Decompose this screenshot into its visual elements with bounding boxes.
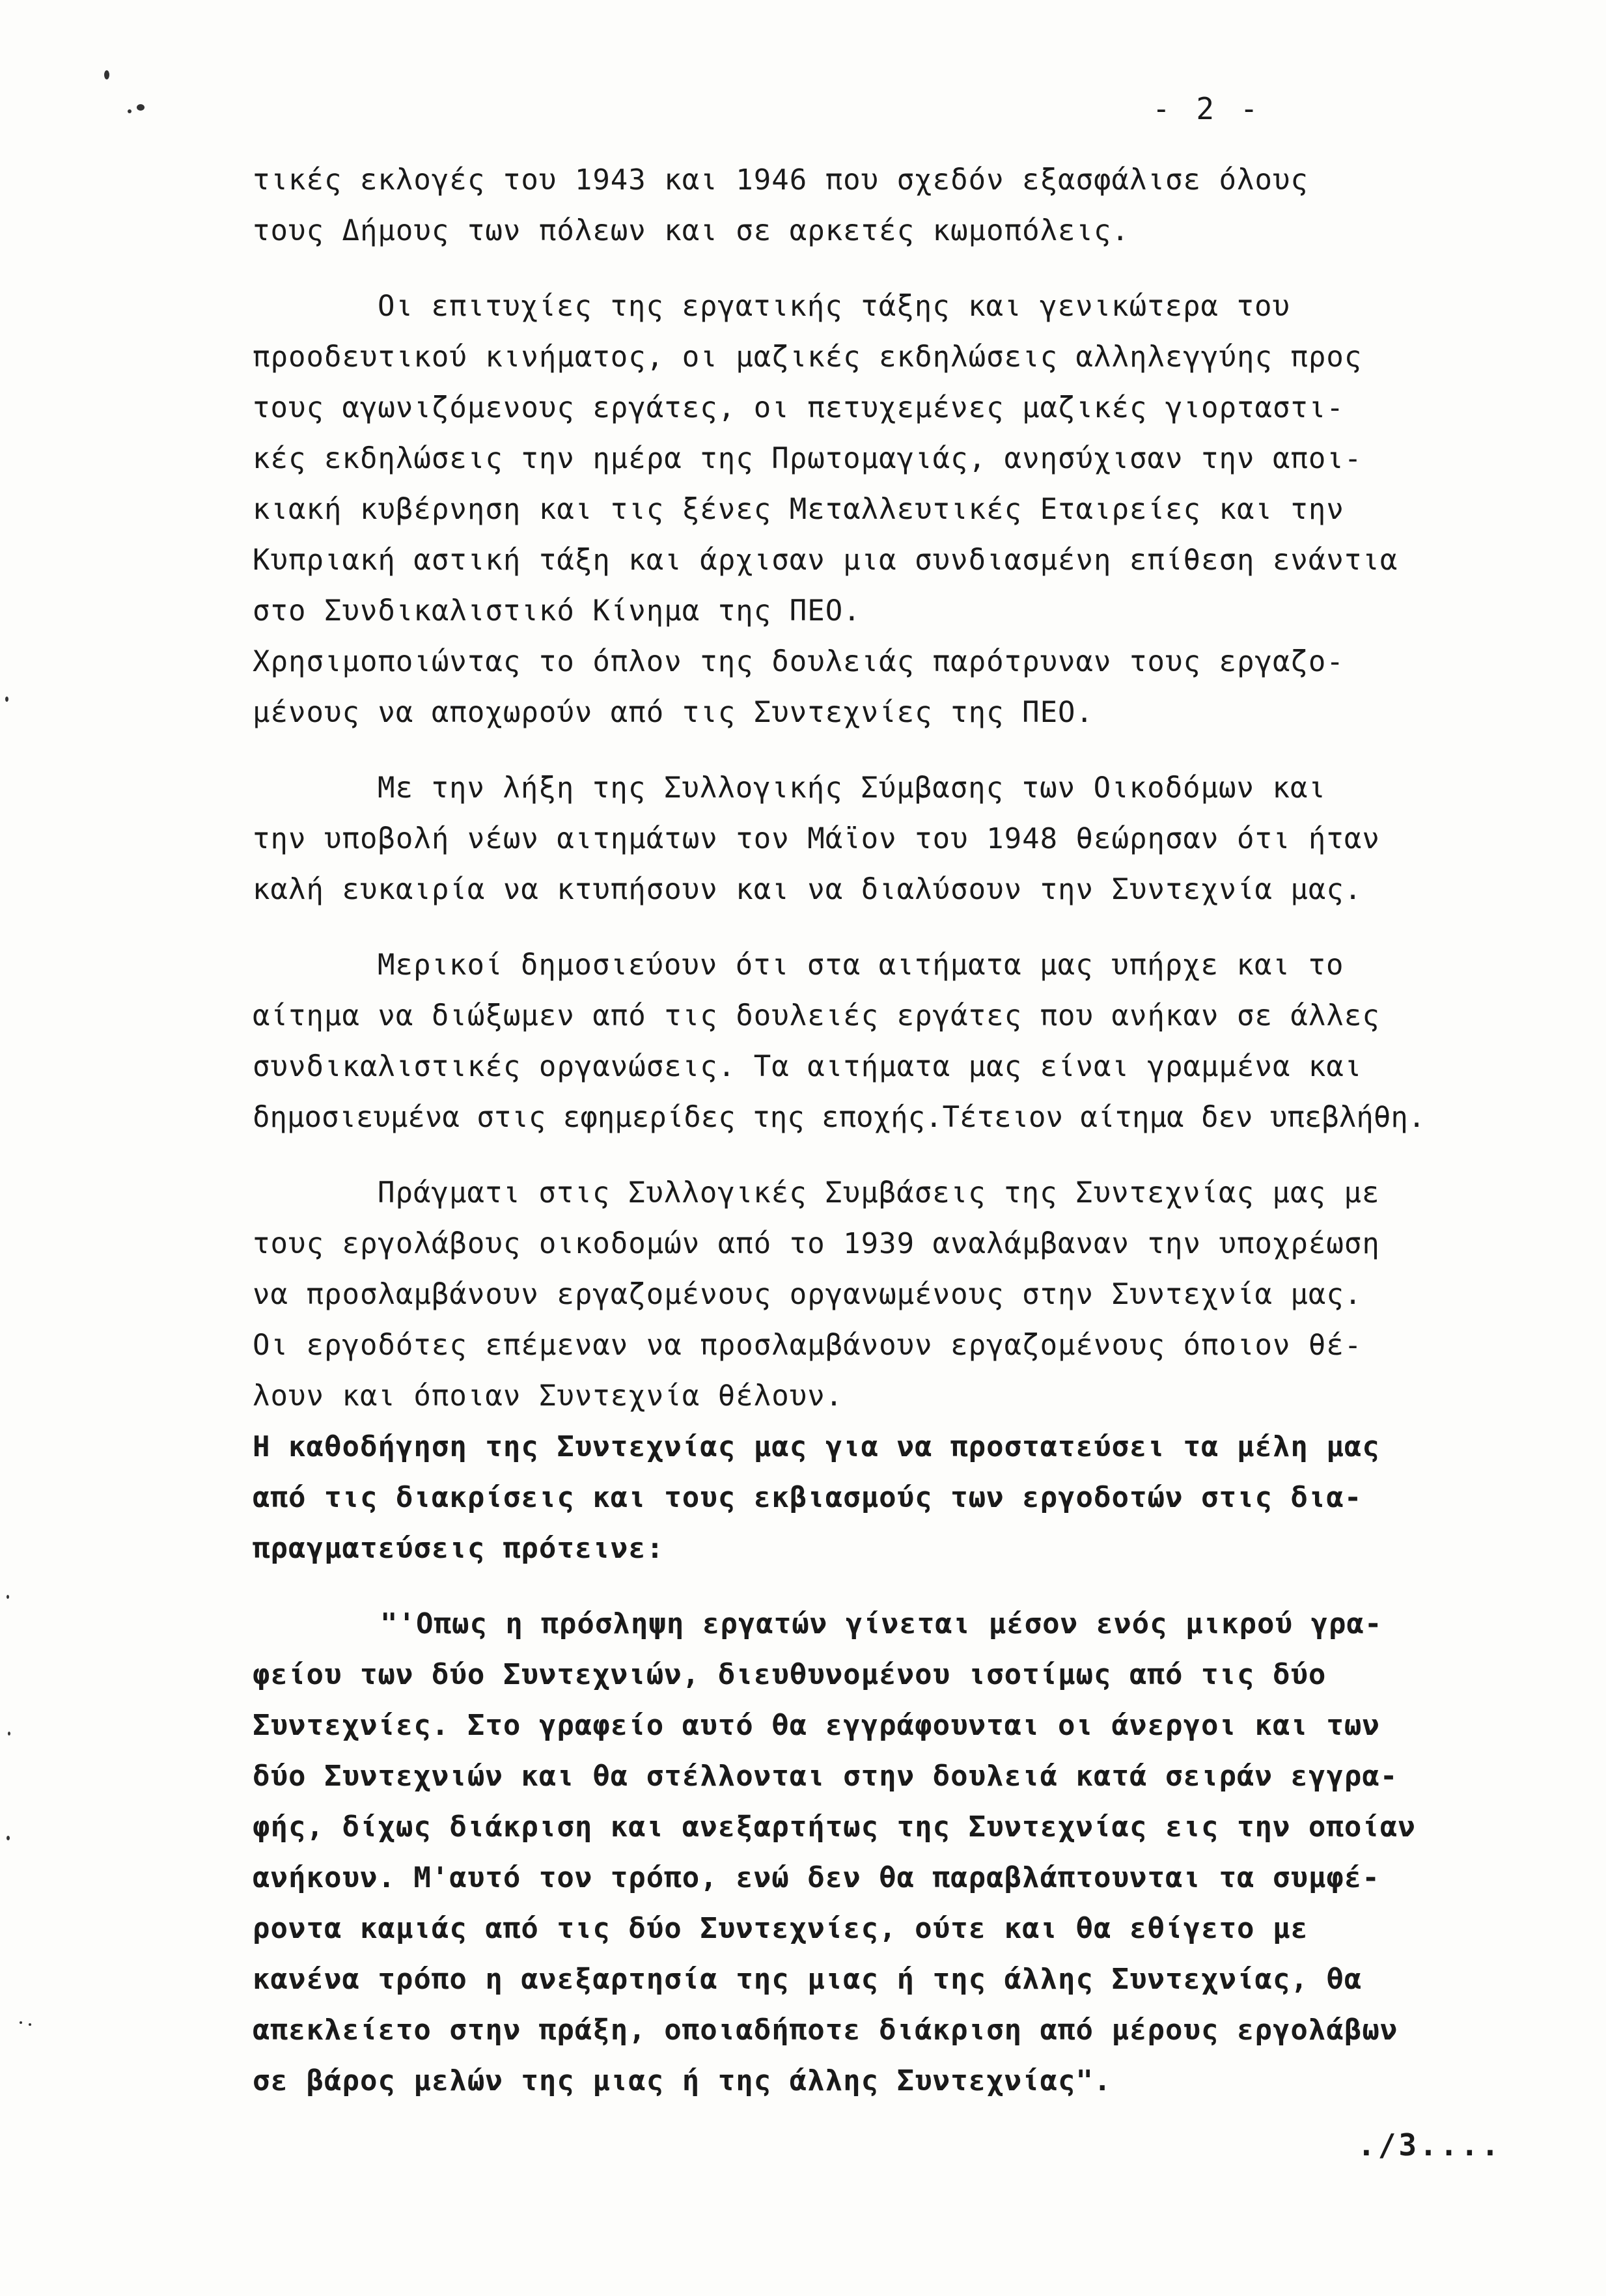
text-line: καλή ευκαιρία να κτυπήσουν και να διαλύσουν την Συντεχνία μας. [253, 873, 1363, 906]
text-line: κανένα τρόπο η ανεξαρτησία της μιας ή της άλλης Συντεχνίας, θα [253, 1963, 1363, 1996]
text-line: να προσλαμβάνουν εργαζομένους οργανωμένους στην Συντεχνία μας. [253, 1278, 1363, 1311]
scan-speck [7, 1595, 9, 1599]
text-line: δημοσιευμένα στις εφημερίδες της εποχής.Τέτειον αίτημα δεν υπεβλήθη. [253, 1101, 1426, 1134]
text-line: Οι εργοδότες επέμεναν να προσλαμβάνουν εργαζομένους όποιον θέ- [253, 1329, 1363, 1362]
scan-speck [8, 1732, 10, 1736]
text-line: μένους να αποχωρούν από τις Συντεχνίες της ΠΕΟ. [253, 696, 1094, 729]
text-line: αίτημα να διώξωμεν από τις δουλειές εργάτες που ανήκαν σε άλλες [253, 999, 1380, 1032]
text-line: σε βάρος μελών της μιας ή της άλλης Συντεχνίας". [253, 2064, 1112, 2097]
text-line: Με την λήξη της Συλλογικής Σύμβασης των Οικοδόμων και [378, 771, 1326, 805]
text-line: τικές εκλογές του 1943 και 1946 που σχεδόν εξασφάλισε όλους [253, 163, 1308, 197]
text-line: στο Συνδικαλιστικό Κίνημα της ΠΕΟ. [253, 594, 861, 628]
text-line: φείου των δύο Συντεχνιών, διευθυνομένου ισοτίμως από τις δύο [253, 1658, 1327, 1691]
text-line: "'Οπως η πρόσληψη εργατών γίνεται μέσον ενός μικρού γρα- [380, 1607, 1383, 1640]
text-line: Χρησιμοποιώντας το όπλον της δουλειάς παρότρυναν τους εργαζο- [253, 645, 1344, 678]
paragraph-2 [253, 281, 1529, 738]
text-line: κιακή κυβέρνηση και τις ξένες Μεταλλευτικές Εταιρείες και την [253, 493, 1344, 526]
scan-speck [137, 104, 145, 111]
text-line: Πράγματι στις Συλλογικές Συμβάσεις της Συντεχνίας μας με [378, 1176, 1380, 1210]
text-line: πραγματεύσεις πρότεινε: [253, 1532, 665, 1565]
scan-speck [128, 109, 132, 113]
scan-speck [7, 1836, 10, 1840]
text-line: την υποβολή νέων αιτημάτων τον Μάϊον του 1948 θεώρησαν ότι ήταν [253, 822, 1380, 855]
text-line: τους Δήμους των πόλεων και σε αρκετές κωμοπόλεις. [253, 214, 1130, 247]
text-line: Συντεχνίες. Στο γραφείο αυτό θα εγγράφουνται οι άνεργοι και των [253, 1709, 1380, 1742]
text-line: Η καθοδήγηση της Συντεχνίας μας για να προστατεύσει τα μέλη μας [253, 1430, 1380, 1463]
scan-speck [104, 70, 109, 79]
paragraph-1 [253, 155, 1529, 256]
text-line: συνδικαλιστικές οργανώσεις. Τα αιτήματα μας είναι γραμμένα και [253, 1050, 1363, 1083]
scan-speck [5, 697, 8, 702]
text-line: από τις διακρίσεις και τους εκβιασμούς των εργοδοτών στις δια- [253, 1481, 1363, 1514]
text-line: κές εκδηλώσεις την ημέρα της Πρωτομαγιάς, ανησύχισαν την αποι- [253, 442, 1363, 475]
proposal-quote [253, 1599, 1529, 2107]
text-line: απεκλείετο στην πράξη, οποιαδήποτε διάκριση από μέρους εργολάβων [253, 2013, 1398, 2047]
body-text [253, 155, 1529, 2107]
text-line: δύο Συντεχνιών και θα στέλλονται στην δουλειά κατά σειράν εγγρα- [253, 1760, 1398, 1793]
text-line: ροντα καμιάς από τις δύο Συντεχνίες, ούτε και θα εθίγετο με [253, 1912, 1308, 1945]
text-line: τους αγωνιζόμενους εργάτες, οι πετυχεμένες μαζικές γιορταστι- [253, 391, 1344, 424]
page-number: - 2 - [1152, 91, 1262, 126]
text-line: ανήκουν. Μ'αυτό τον τρόπο, ενώ δεν θα παραβλάπτουνται τα συμφέ- [253, 1861, 1380, 1894]
text-line: τους εργολάβους οικοδομών από το 1939 αναλάμβαναν την υποχρέωση [253, 1227, 1380, 1260]
text-line: Μερικοί δημοσιεύουν ότι στα αιτήματα μας υπήρχε και το [378, 948, 1344, 982]
text-line: Κυπριακή αστική τάξη και άρχισαν μια συνδιασμένη επίθεση ενάντια [253, 544, 1398, 577]
text-line: προοδευτικού κινήματος, οι μαζικές εκδηλώσεις αλληλεγγύης προς [253, 340, 1363, 374]
paragraph-5 [253, 1168, 1529, 1574]
text-line: φής, δίχως διάκριση και ανεξαρτήτως της Συντεχνίας εις την οποίαν [253, 1810, 1416, 1844]
scan-speck [20, 2021, 22, 2024]
text-line: λουν και όποιαν Συντεχνία θέλουν. [253, 1379, 844, 1413]
paragraph-3 [253, 763, 1529, 915]
scan-speck [29, 2023, 31, 2026]
continuation-marker: ./3.... [1357, 2127, 1502, 2163]
paragraph-4 [253, 940, 1529, 1143]
text-line: Οι επιτυχίες της εργατικής τάξης και γενικώτερα του [378, 290, 1291, 323]
